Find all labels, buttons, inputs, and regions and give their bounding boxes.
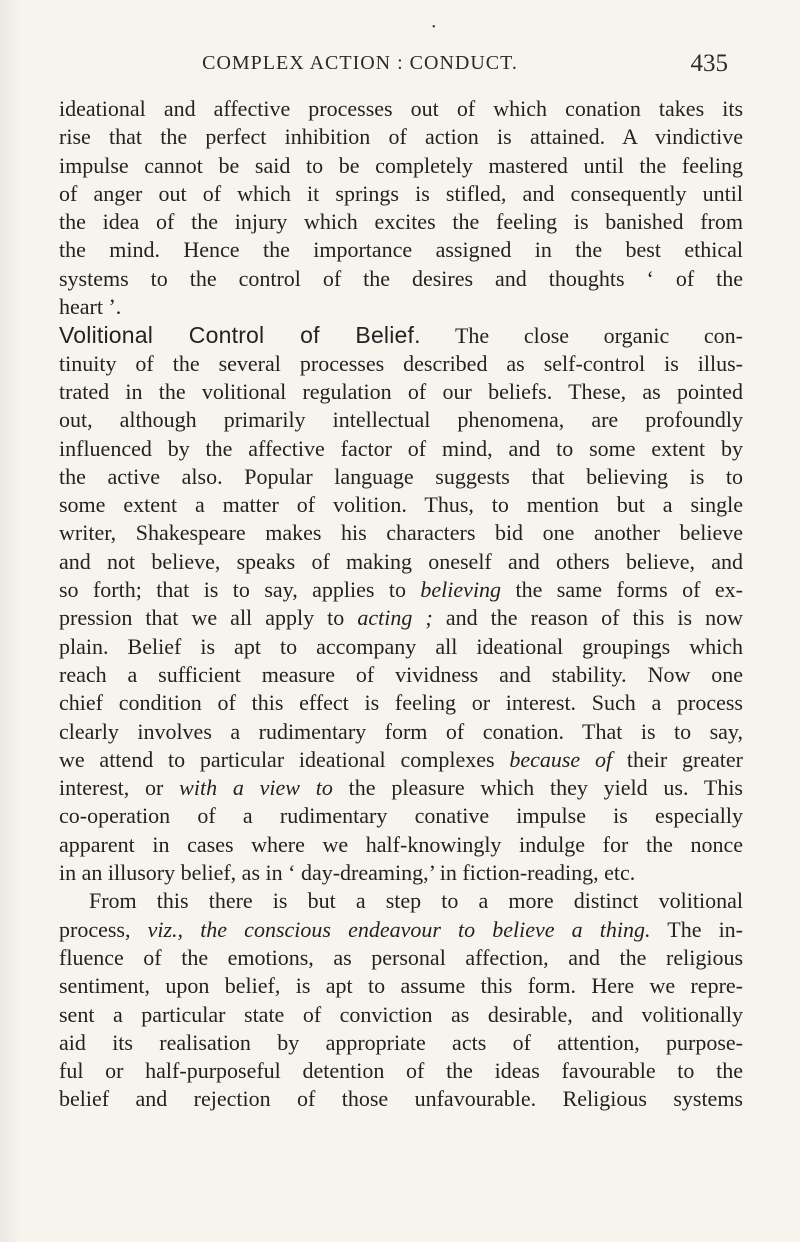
text-line: we attend to particular ideational complexes because of their greater bbox=[59, 746, 743, 772]
page-number: 435 bbox=[690, 50, 728, 77]
text-line: co-operation of a rudimentary conative impulse is especially bbox=[59, 803, 743, 829]
text-line: writer, Shakespeare makes his characters bid one another believe bbox=[59, 520, 743, 546]
italic-text: the conscious endeavour to believe a thing. bbox=[200, 916, 651, 942]
italic-text: believing bbox=[420, 577, 502, 603]
page-edge-shadow bbox=[0, 0, 22, 1242]
text-line: the idea of the injury which excites the feeling is banished from bbox=[59, 209, 743, 235]
text-line: process, viz., the conscious endeavour to believe a thing. The in- bbox=[59, 916, 744, 942]
text-line: influenced by the affective factor of mind, and to some extent by bbox=[59, 435, 743, 461]
text-line: clearly involves a rudimentary form of conation. That is to say, bbox=[59, 718, 743, 744]
text-line: chief condition of this effect is feeling or interest. Such a process bbox=[59, 690, 743, 716]
text-line: pression that we all apply to acting ; and the reason of this is now bbox=[59, 605, 743, 631]
italic-text: viz., bbox=[147, 916, 184, 942]
text-line: impulse cannot be said to be completely mastered until the feeling bbox=[59, 152, 743, 178]
running-head: COMPLEX ACTION : CONDUCT. bbox=[202, 52, 518, 74]
italic-text: because of bbox=[509, 746, 613, 772]
text-line: apparent in cases where we half-knowingly indulge for the nonce bbox=[59, 831, 743, 857]
page-header bbox=[0, 16, 800, 86]
text-line: reach a sufficient measure of vividness and stability. Now one bbox=[59, 661, 743, 687]
text-line: ful or half-purposeful detention of the ideas favourable to the bbox=[59, 1058, 743, 1084]
text-line: sent a particular state of conviction as desirable, and volitionally bbox=[59, 1001, 743, 1027]
text-line: interest, or with a view to the pleasure which they yield us. This bbox=[59, 775, 743, 801]
italic-text: with a view to bbox=[179, 775, 333, 801]
text-line: in an illusory belief, as in ‘ day-dreaming,’ in fiction-reading, etc. bbox=[59, 860, 636, 886]
text-line: the active also. Popular language suggests that believing is to bbox=[59, 463, 743, 489]
text-line: plain. Belief is apt to accompany all ideational groupings which bbox=[59, 633, 743, 659]
text-line: the mind. Hence the importance assigned in the best ethical bbox=[59, 237, 743, 263]
text-line: belief and rejection of those unfavourable. Religious systems bbox=[59, 1086, 743, 1112]
text-line: rise that the perfect inhibition of action is attained. A vindictive bbox=[59, 124, 743, 150]
text-line: ideational and affective processes out of which conation takes its bbox=[59, 96, 743, 121]
text-line: heart ’. bbox=[59, 294, 122, 320]
text-line: so forth; that is to say, applies to believing the same forms of ex- bbox=[59, 577, 743, 603]
italic-text: acting ; bbox=[357, 605, 433, 631]
section-heading: Volitional Control of Belief. bbox=[59, 322, 421, 349]
text-line: systems to the control of the desires and thoughts ‘ of the bbox=[59, 265, 743, 291]
text-line: fluence of the emotions, as personal affection, and the religious bbox=[59, 944, 743, 970]
body-text bbox=[59, 95, 743, 1114]
text-line: Volitional Control of Belief. The close organic con- bbox=[59, 322, 743, 349]
text-line: some extent a matter of volition. Thus, to mention but a single bbox=[59, 492, 743, 518]
text-line: tinuity of the several processes described as self-control is illus- bbox=[59, 350, 743, 376]
text-line: aid its realisation by appropriate acts of attention, purpose- bbox=[59, 1029, 743, 1055]
text-line: trated in the volitional regulation of our beliefs. These, as pointed bbox=[59, 378, 743, 404]
text-line: out, although primarily intellectual phenomena, are profoundly bbox=[59, 407, 743, 433]
text-line: and not believe, speaks of making oneself and others believe, and bbox=[59, 548, 743, 574]
ornament-dot: • bbox=[432, 22, 436, 33]
text-line: of anger out of which it springs is stifled, and consequently until bbox=[59, 180, 743, 206]
text-line: From this there is but a step to a more distinct volitional bbox=[89, 888, 743, 914]
text-line: sentiment, upon belief, is apt to assume this form. Here we repre- bbox=[59, 973, 743, 999]
